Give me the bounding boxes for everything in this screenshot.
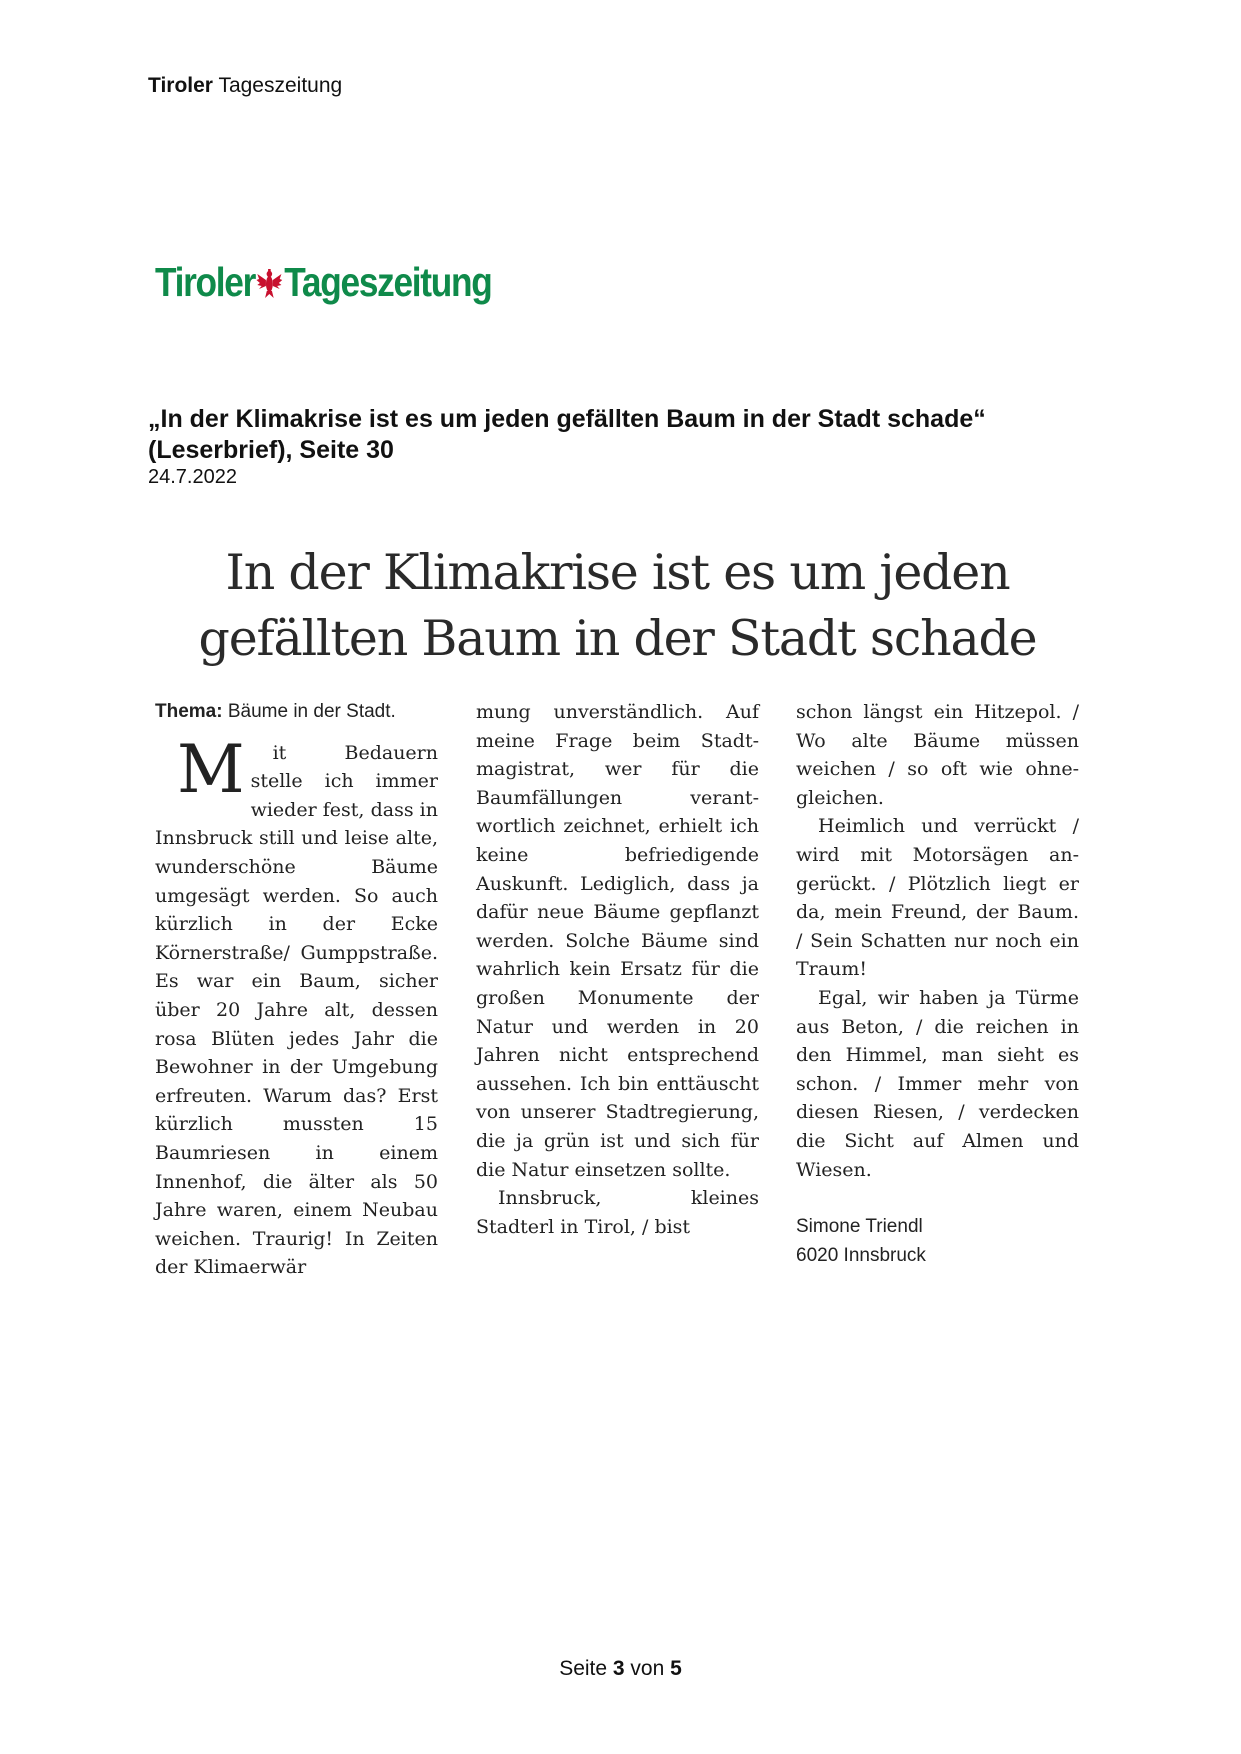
paragraph-text: it Bedauern stelle ich immer wieder fest, dass in Innsbruck still und leise alte, wunderschöne Bäume umgesägt werden. So auch kürzlich in der Ecke Körnerstraße/ Gumppstraße. Es war ein Baum, sicher über 20 Jahre alt, dessen rosa Blüten jedes Jahr die Bewohner in der Umgebung erfreuten. Warum das? Erst kürzlich mussten 15 Baumriesen in einem Innenhof, die älter als 50 Jahre waren, einem Neubau weichen. Traurig! In Zeiten der Klimaerwär xyxy=(155,741,438,1279)
footer-prefix: Seite xyxy=(559,1657,613,1680)
footer-middle: von xyxy=(624,1657,671,1680)
author-city: 6020 Innsbruck xyxy=(796,1245,926,1267)
footer-current-page: 3 xyxy=(612,1657,625,1680)
topic-label: Thema: xyxy=(155,701,223,722)
author-signature xyxy=(796,1212,1079,1270)
document-header xyxy=(148,74,342,98)
topic-line xyxy=(155,698,438,727)
header-publication-bold: Tiroler xyxy=(148,74,213,97)
paragraph: Heimlich und verrückt / wird mit Motorsägen angerückt. / Plötzlich liegt er da, mein Freund, der Baum. / Sein Schatten nur noch ein Traum! xyxy=(796,815,1079,981)
logo-part-2: Tageszeitung xyxy=(284,259,492,305)
paragraph: mung unverständlich. Auf meine Frage beim Stadtmagistrat, wer für die Baumfällungen verantwortlich zeichnet, erhielt ich keine befriedigende Auskunft. Lediglich, dass ja dafür neue Bäume gepflanzt werden. Solche Bäume sind wahrlich kein Ersatz für die großen Monumente der Natur und werden in 20 Jahren nicht entsprechend aussehen. Ich bin enttäuscht von unserer Stadtregierung, die ja grün ist und sich für die Natur einsetzen sollte. xyxy=(476,701,759,1181)
tyrolean-eagle-icon xyxy=(257,266,283,300)
page-footer xyxy=(0,1657,1241,1681)
article-headline: In der Klimakrise ist es um jeden gefällten Baum in der Stadt schade xyxy=(198,544,1037,667)
drop-cap: M xyxy=(177,730,245,808)
logo-part-1: Tiroler xyxy=(155,259,256,305)
paragraph: Egal, wir haben ja Türme aus Beton, / die reichen in den Himmel, man sieht es schon. / Immer mehr von diesen Riesen, / verdecken die Sicht auf Almen und Wiesen. xyxy=(796,986,1079,1181)
topic-text: Bäume in der Stadt. xyxy=(222,701,396,722)
footer-total-pages: 5 xyxy=(670,1657,682,1680)
paragraph: Innsbruck, kleines Stadterl in Tirol, / bist xyxy=(476,1187,759,1238)
article-meta-title: „In der Klimakrise ist es um jeden gefällten Baum in der Stadt schade“ (Leserbrief), Seite 30 xyxy=(148,405,986,464)
article-column-3 xyxy=(796,698,1079,1270)
paragraph xyxy=(155,730,438,1282)
author-name: Simone Triendl xyxy=(796,1216,923,1238)
article-column-1 xyxy=(155,698,438,1282)
article-column-2 xyxy=(476,698,759,1241)
article-meta-date: 24.7.2022 xyxy=(148,466,237,488)
header-publication-rest: Tageszeitung xyxy=(218,74,343,97)
publication-logo xyxy=(155,259,492,305)
paragraph: schon längst ein Hitzepol. / Wo alte Bäume müssen weichen / so oft wie ohnegleichen. xyxy=(796,701,1079,809)
